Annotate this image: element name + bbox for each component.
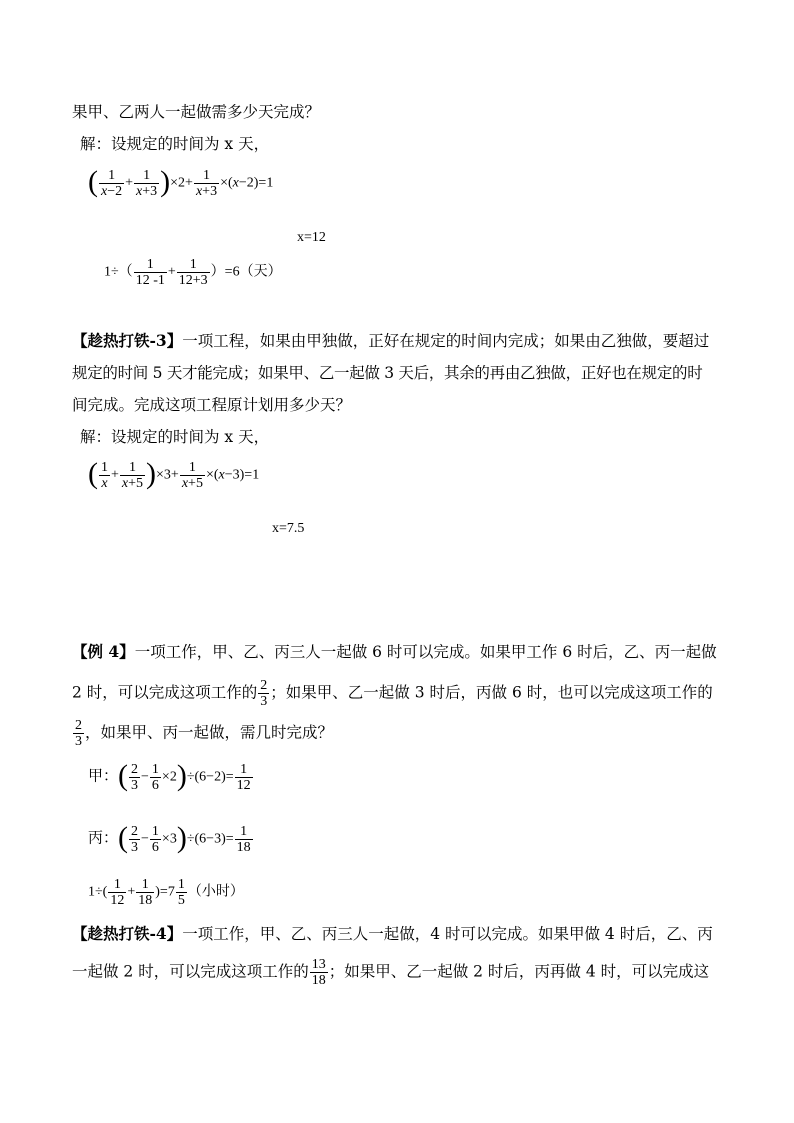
calc-days: 1÷（ $\frac{1}{12 -1}$ + $\frac{1}{12+3}$ ）=6（天）	[104, 257, 282, 288]
equation-bing: 丙：( $\frac{2}{3}$ − $\frac{1}{6}$ ×3)÷(6−3)= $\frac{1}{18}$	[88, 820, 251, 855]
final-calc: 1÷( $\frac{1}{12}$ + $\frac{1}{18}$ )=7 $\frac{1}{5}$ （小时）	[88, 877, 244, 908]
equation-1: ( $\frac{1}{x-2}$ + $\frac{1}{x+3}$ )×2+ $\frac{1}{x+3}$ ×(x−2)=1	[88, 164, 274, 199]
problem-text: 2 时，可以完成这项工作的	[72, 683, 258, 702]
final-prefix: 1÷(	[88, 884, 108, 900]
solution-intro: 解：设规定的时间为 x 天，	[80, 428, 270, 446]
bing-label: 丙：	[88, 828, 119, 847]
problem-text: 一项工程，如果由甲独做，正好在规定的时间内完成；如果由乙独做，要超过	[182, 332, 710, 350]
problem-3-line-1	[72, 641, 717, 663]
result-x: x=7.5	[272, 521, 305, 536]
calc-prefix: 1÷（	[104, 264, 133, 280]
problem-text: ；如果甲、乙一起做 3 时后，丙做 6 时，也可以完成这项工作的	[270, 683, 713, 702]
result-x: x=12	[297, 230, 326, 245]
jia-label: 甲：	[88, 766, 119, 785]
problem-4-line-1	[72, 923, 713, 945]
problem-2-line-2: 规定的时间 5 天才能完成；如果甲、乙一起做 3 天后，其余的再由乙独做，正好也在规定的时	[72, 364, 703, 382]
problem-3-line-2: 2 时，可以完成这项工作的 $\frac{2}{3}$ ；如果甲、乙一起做 3 时后，丙做 6 时，也可以完成这项工作的	[72, 678, 713, 709]
problem-tag: 【趁热打铁-3】	[72, 331, 183, 350]
equation-2: ( $\frac{1}{x}$ + $\frac{1}{x+5}$ )×3+ $\frac{1}{x+5}$ ×(x−3)=1	[88, 456, 260, 491]
calc-suffix: ）=6（天）	[210, 264, 282, 280]
problem-text: 一起做 2 时，可以完成这项工作的	[72, 962, 309, 981]
problem-tag: 【趁热打铁-4】	[72, 924, 183, 943]
problem-text: 一项工作，甲、乙、丙三人一起做，4 时可以完成。如果甲做 4 时后，乙、丙	[182, 925, 713, 943]
final-unit: （小时）	[187, 883, 244, 900]
problem-4-line-2: 一起做 2 时，可以完成这项工作的 $\frac{13}{18}$ ；如果甲、乙一起做 2 时后，丙再做 4 时，可以完成这	[72, 957, 710, 988]
problem-tag: 【例 4】	[72, 642, 135, 661]
text-line: 果甲、乙两人一起做需多少天完成？	[72, 103, 321, 121]
problem-text: 一项工作，甲、乙、丙三人一起做 6 时可以完成。如果甲工作 6 时后，乙、丙一起做	[134, 643, 717, 661]
problem-text: ；如果甲、乙一起做 2 时后，丙再做 4 时，可以完成这	[328, 962, 710, 981]
problem-2-line-3: 间完成。完成这项工程原计划用多少天？	[72, 396, 352, 414]
equation-jia: 甲：( $\frac{2}{3}$ − $\frac{1}{6}$ ×2)÷(6−2)= $\frac{1}{12}$	[88, 758, 251, 793]
problem-2-line-1	[72, 330, 709, 352]
problem-3-line-3: $\frac{2}{3}$ ，如果甲、丙一起做，需几时完成？	[75, 718, 334, 749]
solution-intro: 解：设规定的时间为 x 天，	[80, 135, 270, 153]
problem-text: ，如果甲、丙一起做，需几时完成？	[85, 723, 334, 742]
